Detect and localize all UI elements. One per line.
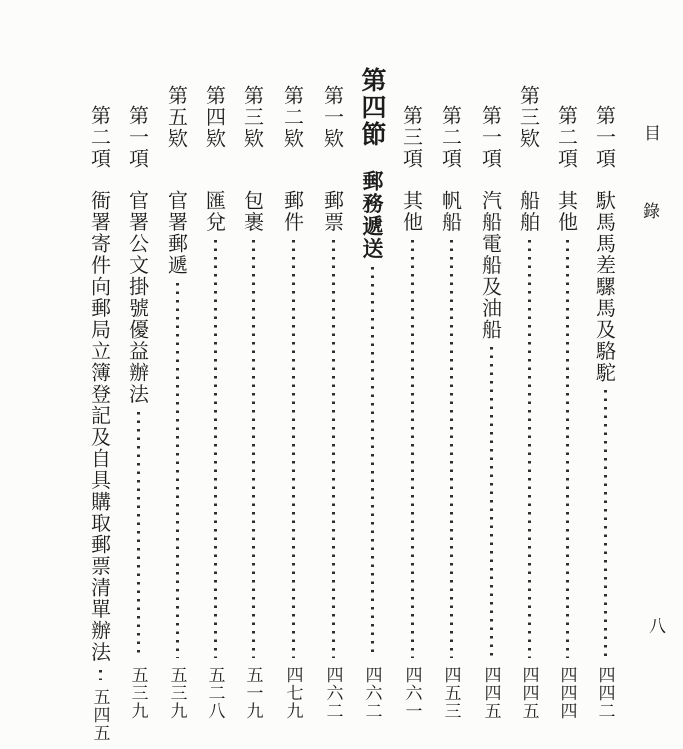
- entry-label: 第三欵: [516, 85, 541, 150]
- entry-label: 第三項: [399, 105, 424, 170]
- toc-entry: [118, 67, 158, 722]
- toc-entry: [585, 67, 625, 722]
- entry-label: 第三欵: [240, 85, 265, 150]
- dot-leader: [252, 240, 255, 659]
- dot-leader: [490, 347, 493, 658]
- entry-title: 其他: [399, 189, 424, 233]
- entry-title: 郵務遞送: [360, 170, 385, 260]
- entry-title: 衙署寄件向郵局立簿登記及自具購取郵票清單辦法: [87, 189, 112, 663]
- entry-page-number: 四四二: [594, 666, 615, 720]
- page-header-char-bottom: 錄: [639, 202, 659, 219]
- toc-entry: [195, 67, 235, 722]
- entry-title: 官署郵遞: [164, 189, 189, 276]
- dot-leader: [137, 412, 140, 659]
- dot-leader: [332, 240, 335, 659]
- dot-leader: [99, 670, 102, 680]
- entry-title: 馱馬馬差騾馬及駱駝: [592, 189, 617, 383]
- dot-leader: [292, 240, 295, 659]
- toc-entry: [547, 67, 587, 722]
- dot-leader: [604, 390, 607, 658]
- toc-entry: [233, 67, 273, 722]
- entry-label: 第二欵: [280, 85, 305, 150]
- toc-content: [0, 67, 683, 742]
- toc-entry: [157, 67, 197, 722]
- page-header-char-top: 目: [640, 124, 660, 141]
- entry-label: 第二項: [554, 105, 579, 170]
- entry-label: 第四節: [358, 67, 387, 148]
- entry-label: 第五欵: [164, 85, 189, 150]
- dot-leader: [176, 283, 179, 659]
- entry-title: 包裹: [240, 189, 265, 233]
- toc-entry: [273, 67, 313, 722]
- entry-label: 第四欵: [202, 85, 227, 150]
- entry-page-number: 四七九: [282, 666, 303, 720]
- entry-title: 官署公文掛號優益辦法: [125, 189, 150, 405]
- entry-page-number: 四四五: [518, 666, 539, 720]
- entry-page-number: 四四四: [556, 666, 577, 720]
- entry-page-number: 五一九: [242, 666, 263, 720]
- entry-page-number: 四四五: [480, 666, 501, 720]
- entry-page-number: 四六二: [361, 666, 382, 720]
- folio-number: 八: [645, 617, 665, 634]
- entry-title: 船舶: [516, 189, 541, 233]
- entry-label: 第二項: [87, 105, 112, 170]
- entry-title: 郵票: [320, 189, 345, 233]
- dot-leader: [214, 240, 217, 659]
- toc-entry: [392, 67, 432, 722]
- dot-leader: [566, 240, 569, 659]
- entry-title: 匯兌: [202, 189, 227, 233]
- toc-entry: [471, 67, 511, 722]
- entry-label: 第一欵: [320, 85, 345, 150]
- entry-page-number: 四六一: [401, 666, 422, 720]
- entry-label: 第一項: [592, 105, 617, 170]
- entry-title: 汽船電船及油船: [478, 189, 503, 340]
- dot-leader: [411, 240, 414, 659]
- toc-entry: [509, 67, 549, 722]
- entry-page-number: 四六二: [322, 666, 343, 720]
- dot-leader: [371, 267, 374, 658]
- toc-entry: [80, 67, 120, 742]
- dot-leader: [528, 240, 531, 659]
- entry-title: 郵件: [280, 189, 305, 233]
- entry-label: 第二項: [438, 105, 463, 170]
- entry-page-number: 五三九: [166, 666, 187, 720]
- entry-title: 帆船: [438, 189, 463, 233]
- entry-page-number: 四五三: [440, 666, 461, 720]
- entry-page-number: 五二八: [204, 666, 225, 720]
- entry-page-number: 五三九: [127, 666, 148, 720]
- toc-section-entry: [352, 67, 392, 722]
- entry-page-number: 五四五: [89, 687, 110, 742]
- entry-label: 第一項: [478, 105, 503, 170]
- dot-leader: [450, 240, 453, 659]
- toc-entry: [313, 67, 353, 722]
- entry-title: 其他: [554, 189, 579, 233]
- toc-entry: [431, 67, 471, 722]
- entry-label: 第一項: [125, 105, 150, 170]
